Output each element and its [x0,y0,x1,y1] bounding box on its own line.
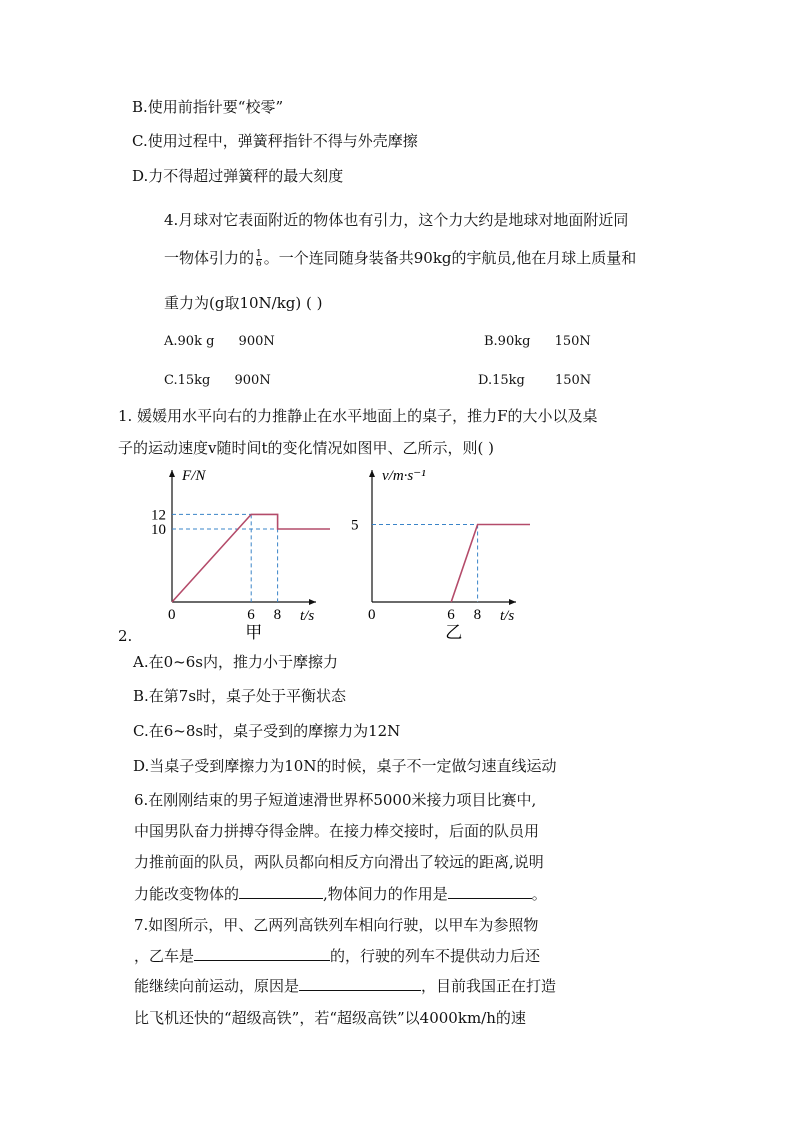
q6-line-1: 6.在刚刚结束的男子短道速滑世界杯5000米接力项目比赛中, [134,791,537,809]
q6-line-3: 力推前面的队员，两队员都向相反方向滑出了较远的距离,说明 [134,853,544,871]
chart-title: 乙 [445,623,463,642]
q4-option-b-value: 150N [554,334,591,349]
q3-option-d: D.力不得超过弹簧秤的最大刻度 [132,167,344,185]
y-axis-label: v/m·s⁻¹ [382,468,426,484]
x-tick-label: 8 [473,607,482,623]
q2-option-b: B.在第7s时，桌子处于平衡状态 [133,687,347,705]
q1-line-2: 子的运动速度v随时间t的变化情况如图甲、乙所示，则( ) [118,439,494,457]
q7-line-2-a: ，乙车是 [134,947,195,965]
x-tick-label: 6 [247,607,255,623]
q7-line-3-a: 能继续向前运动，原因是 [134,977,300,995]
q4-line-2-pre: 一物体引力的 [164,249,255,267]
answer-blank[interactable] [194,946,330,961]
q4-line-1: 4.月球对它表面附近的物体也有引力，这个力大约是地球对地面附近同 [164,211,629,229]
q7-line-1: 7.如图所示，甲、乙两列高铁列车相向行驶，以甲车为参照物 [134,916,539,934]
q4-line-3: 重力为(g取10N/kg) ( ) [164,294,323,312]
q2-option-c: C.在6~8s时，桌子受到的摩擦力为12N [133,722,401,740]
q6-line-4-a: 力能改变物体的 [134,885,240,903]
q2-number: 2. [118,627,133,645]
velocity-time-chart [350,464,530,644]
q4-option-a-value: 900N [238,334,275,349]
q2-option-d: D.当桌子受到摩擦力为10N的时候，桌子不一定做匀速直线运动 [133,757,557,775]
x-tick-label: 8 [273,607,282,623]
x-tick-label: 0 [368,607,376,623]
y-tick-label: 12 [151,507,166,524]
q3-option-c: C.使用过程中，弹簧秤指针不得与外壳摩擦 [132,132,418,150]
answer-blank[interactable] [299,976,421,991]
q4-option-b-label: B.90kg [484,334,531,349]
q2-option-a: A.在0~6s内，推力小于摩擦力 [133,653,338,671]
q6-line-4-b: ,物体间力的作用是 [323,885,448,903]
q4-option-d-value: 150N [554,373,592,388]
q1-line-1: 1. 媛媛用水平向右的力推静止在水平地面上的桌子，推力F的大小以及桌 [118,407,598,425]
answer-blank[interactable] [448,884,532,899]
q6-line-2: 中国男队奋力拼搏夺得金牌。在接力棒交接时，后面的队员用 [134,822,540,840]
force-time-chart [150,464,330,644]
one-sixth-fraction [256,250,262,269]
chart-title: 甲 [245,623,263,642]
q4-option-d [478,371,591,391]
y-tick-label: 5 [351,517,359,534]
q7-line-2-b: 的，行驶的列车不提供动力后还 [330,947,541,965]
fraction-numerator: 1 [256,248,262,259]
x-axis-arrow-icon [509,599,516,605]
q7-line-4: 比飞机还快的“超级高铁”，若“超级高铁”以4000km/h的速 [134,1009,526,1027]
y-tick-label: 10 [151,522,166,538]
answer-blank[interactable] [239,884,323,899]
y-axis-arrow-icon [369,470,375,477]
q4-option-b [484,332,591,352]
q4-option-a-label: A.90k g [164,334,215,349]
q7-line-2 [134,946,540,966]
q6-line-4 [134,884,547,904]
x-tick-label: 6 [447,607,455,623]
q7-line-3 [134,976,556,996]
x-axis-label: t/s [300,608,315,624]
q4-option-c-value: 900N [234,373,271,388]
q3-option-b: B.使用前指针要“校零” [132,98,284,116]
data-series-line [451,525,530,603]
q6-line-4-c: 。 [531,885,547,903]
q4-option-c [164,371,271,391]
q4-option-c-label: C.15kg [164,373,211,388]
x-axis-arrow-icon [309,599,316,605]
y-axis-label: F/N [182,468,206,484]
x-tick-label: 0 [168,607,176,623]
q4-line-2 [164,248,636,269]
q4-option-d-label: D.15kg [478,373,525,388]
x-axis-label: t/s [500,608,515,624]
q4-option-a [164,332,275,352]
q7-line-3-b: ，目前我国正在打造 [421,977,557,995]
q4-line-2-post: 。一个连同随身装备共90kg的宇航员,他在月球上质量和 [263,249,637,267]
y-axis-arrow-icon [169,470,175,477]
fraction-denominator: 6 [256,258,262,269]
